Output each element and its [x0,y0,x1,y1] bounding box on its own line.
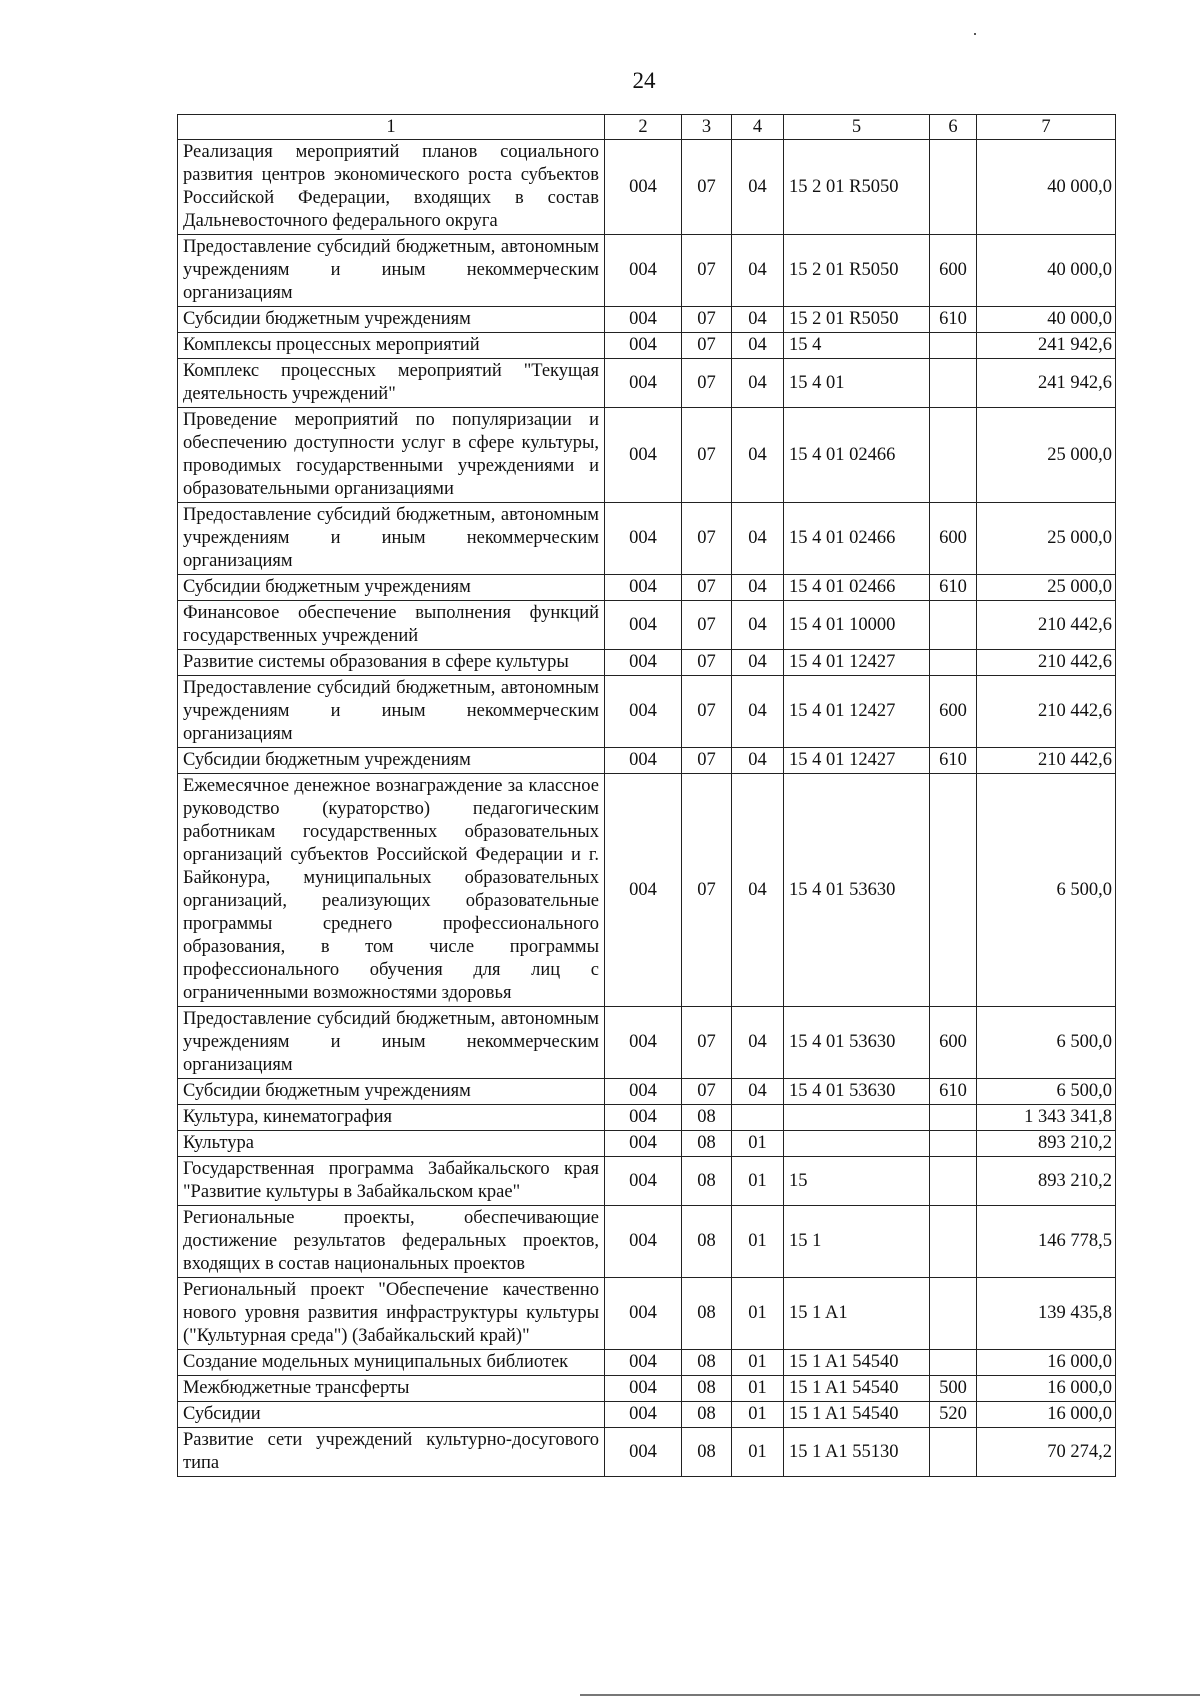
column-header: 7 [977,115,1116,140]
row-description: Финансовое обеспечение выполнения функций государственных учреждений [178,601,605,650]
table-row [178,235,1116,307]
row-target-item: 15 4 01 [784,359,930,408]
row-amount: 16 000,0 [977,1402,1116,1428]
row-expense-type [930,333,977,359]
row-subsection: 04 [732,1007,784,1079]
row-description: Культура, кинематография [178,1105,605,1131]
column-header: 6 [930,115,977,140]
row-subsection: 01 [732,1131,784,1157]
row-target-item: 15 1 A1 54540 [784,1402,930,1428]
table-row [178,1350,1116,1376]
row-ministry-code: 004 [605,307,682,333]
row-target-item: 15 1 A1 54540 [784,1376,930,1402]
scan-speck [974,33,976,35]
row-expense-type: 600 [930,503,977,575]
table-row [178,1131,1116,1157]
row-section: 07 [682,650,732,676]
table-row [178,1376,1116,1402]
row-ministry-code: 004 [605,774,682,1007]
row-target-item: 15 2 01 R5050 [784,140,930,235]
row-ministry-code: 004 [605,575,682,601]
row-target-item: 15 4 01 02466 [784,575,930,601]
row-expense-type [930,1131,977,1157]
table-row [178,676,1116,748]
row-target-item: 15 1 [784,1206,930,1278]
row-amount: 40 000,0 [977,307,1116,333]
row-ministry-code: 004 [605,359,682,408]
row-target-item: 15 4 01 02466 [784,408,930,503]
row-ministry-code: 004 [605,1428,682,1477]
budget-table [177,114,1116,1477]
table-row [178,503,1116,575]
row-ministry-code: 004 [605,676,682,748]
row-ministry-code: 004 [605,601,682,650]
row-section: 08 [682,1278,732,1350]
row-subsection: 04 [732,359,784,408]
row-section: 08 [682,1206,732,1278]
table-row [178,1278,1116,1350]
row-subsection: 04 [732,676,784,748]
row-target-item: 15 2 01 R5050 [784,307,930,333]
table-row [178,1402,1116,1428]
row-section: 07 [682,1007,732,1079]
row-ministry-code: 004 [605,1157,682,1206]
page-number: 24 [632,68,656,93]
row-amount: 210 442,6 [977,748,1116,774]
row-description: Развитие сети учреждений культурно-досугового типа [178,1428,605,1477]
row-subsection: 01 [732,1157,784,1206]
table-row [178,140,1116,235]
row-subsection: 04 [732,1079,784,1105]
table-row [178,748,1116,774]
row-expense-type [930,1157,977,1206]
row-section: 07 [682,676,732,748]
row-description: Развитие системы образования в сфере культуры [178,650,605,676]
row-target-item: 15 4 01 10000 [784,601,930,650]
row-section: 07 [682,235,732,307]
row-section: 07 [682,307,732,333]
table-header-row [178,115,1116,140]
row-description: Субсидии [178,1402,605,1428]
row-subsection [732,1105,784,1131]
row-expense-type [930,1206,977,1278]
row-subsection: 01 [732,1428,784,1477]
row-expense-type [930,408,977,503]
row-section: 08 [682,1350,732,1376]
row-ministry-code: 004 [605,408,682,503]
row-expense-type: 520 [930,1402,977,1428]
row-amount: 1 343 341,8 [977,1105,1116,1131]
row-target-item: 15 4 [784,333,930,359]
row-amount: 40 000,0 [977,235,1116,307]
row-ministry-code: 004 [605,1079,682,1105]
row-subsection: 01 [732,1376,784,1402]
row-section: 07 [682,408,732,503]
row-section: 08 [682,1402,732,1428]
row-amount: 25 000,0 [977,575,1116,601]
row-description: Предоставление субсидий бюджетным, автономным учреждениям и иным некоммерческим организациям [178,503,605,575]
row-amount: 210 442,6 [977,601,1116,650]
row-section: 07 [682,601,732,650]
row-ministry-code: 004 [605,1402,682,1428]
table-row [178,1105,1116,1131]
column-header: 2 [605,115,682,140]
row-expense-type [930,1105,977,1131]
row-subsection: 04 [732,235,784,307]
row-subsection: 04 [732,575,784,601]
row-section: 08 [682,1376,732,1402]
row-ministry-code: 004 [605,235,682,307]
row-subsection: 04 [732,307,784,333]
table-row [178,1428,1116,1477]
column-header: 3 [682,115,732,140]
row-ministry-code: 004 [605,1131,682,1157]
row-description: Комплексы процессных мероприятий [178,333,605,359]
row-amount: 25 000,0 [977,408,1116,503]
row-subsection: 04 [732,503,784,575]
table-row [178,1157,1116,1206]
row-expense-type [930,140,977,235]
row-expense-type: 600 [930,676,977,748]
row-amount: 70 274,2 [977,1428,1116,1477]
row-description: Государственная программа Забайкальского края "Развитие культуры в Забайкальском крае" [178,1157,605,1206]
row-description: Проведение мероприятий по популяризации и обеспечению доступности услуг в сфере культуры, проводимых государственными учреждениями и образовательными организациями [178,408,605,503]
table-row [178,1206,1116,1278]
table-row [178,1079,1116,1105]
table-row [178,601,1116,650]
column-header: 1 [178,115,605,140]
row-target-item: 15 4 01 53630 [784,1079,930,1105]
row-description: Региональный проект "Обеспечение качественно нового уровня развития инфраструктуры культуры ("Культурная среда") (Забайкальский край)" [178,1278,605,1350]
row-amount: 6 500,0 [977,774,1116,1007]
row-description: Субсидии бюджетным учреждениям [178,1079,605,1105]
row-expense-type [930,1350,977,1376]
row-target-item [784,1131,930,1157]
row-ministry-code: 004 [605,1007,682,1079]
row-section: 07 [682,1079,732,1105]
row-section: 08 [682,1105,732,1131]
row-description: Культура [178,1131,605,1157]
row-expense-type: 610 [930,575,977,601]
row-description: Предоставление субсидий бюджетным, автономным учреждениям и иным некоммерческим организациям [178,235,605,307]
row-description: Субсидии бюджетным учреждениям [178,307,605,333]
row-ministry-code: 004 [605,503,682,575]
row-section: 07 [682,575,732,601]
scan-bottom-rule [580,1694,1200,1696]
row-subsection: 04 [732,408,784,503]
row-target-item: 15 [784,1157,930,1206]
row-target-item: 15 1 A1 55130 [784,1428,930,1477]
row-target-item: 15 4 01 02466 [784,503,930,575]
row-subsection: 04 [732,748,784,774]
table-row [178,774,1116,1007]
column-header: 4 [732,115,784,140]
row-expense-type [930,1428,977,1477]
row-expense-type: 610 [930,1079,977,1105]
row-subsection: 01 [732,1278,784,1350]
row-target-item: 15 4 01 12427 [784,676,930,748]
row-expense-type [930,1278,977,1350]
row-ministry-code: 004 [605,1105,682,1131]
row-amount: 16 000,0 [977,1376,1116,1402]
row-expense-type: 610 [930,307,977,333]
row-description: Межбюджетные трансферты [178,1376,605,1402]
row-subsection: 04 [732,140,784,235]
table-row [178,359,1116,408]
row-amount: 139 435,8 [977,1278,1116,1350]
row-ministry-code: 004 [605,1350,682,1376]
row-expense-type [930,774,977,1007]
row-amount: 210 442,6 [977,676,1116,748]
row-ministry-code: 004 [605,1376,682,1402]
budget-table-container [177,114,1115,1477]
row-subsection: 01 [732,1206,784,1278]
row-target-item: 15 1 A1 [784,1278,930,1350]
row-ministry-code: 004 [605,333,682,359]
row-description: Комплекс процессных мероприятий "Текущая деятельность учреждений" [178,359,605,408]
row-description: Ежемесячное денежное вознаграждение за классное руководство (кураторство) педагогическим работникам государственных образовательных организаций субъектов Российской Федерации и г. Байконура, муниципальных образовательных организаций, реализующих образовательные программы среднего профессионального образования, в том числе программы профессионального обучения для лиц с ограниченными возможностями здоровья [178,774,605,1007]
row-target-item: 15 1 A1 54540 [784,1350,930,1376]
table-body [178,115,1116,1477]
row-section: 07 [682,774,732,1007]
table-row [178,650,1116,676]
row-description: Создание модельных муниципальных библиотек [178,1350,605,1376]
row-section: 08 [682,1131,732,1157]
row-amount: 241 942,6 [977,333,1116,359]
row-amount: 146 778,5 [977,1206,1116,1278]
row-expense-type: 500 [930,1376,977,1402]
row-expense-type: 600 [930,235,977,307]
row-section: 07 [682,333,732,359]
row-section: 07 [682,503,732,575]
row-section: 07 [682,748,732,774]
row-amount: 241 942,6 [977,359,1116,408]
row-ministry-code: 004 [605,1206,682,1278]
row-subsection: 01 [732,1350,784,1376]
row-amount: 210 442,6 [977,650,1116,676]
row-amount: 6 500,0 [977,1079,1116,1105]
row-subsection: 04 [732,333,784,359]
row-ministry-code: 004 [605,1278,682,1350]
column-header: 5 [784,115,930,140]
row-target-item [784,1105,930,1131]
row-amount: 893 210,2 [977,1131,1116,1157]
row-amount: 6 500,0 [977,1007,1116,1079]
row-description: Региональные проекты, обеспечивающие достижение результатов федеральных проектов, входящих в состав национальных проектов [178,1206,605,1278]
row-expense-type [930,650,977,676]
row-ministry-code: 004 [605,650,682,676]
row-section: 07 [682,359,732,408]
row-expense-type: 610 [930,748,977,774]
row-subsection: 04 [732,774,784,1007]
row-target-item: 15 2 01 R5050 [784,235,930,307]
row-section: 08 [682,1157,732,1206]
row-target-item: 15 4 01 53630 [784,1007,930,1079]
row-section: 08 [682,1428,732,1477]
row-target-item: 15 4 01 53630 [784,774,930,1007]
row-amount: 40 000,0 [977,140,1116,235]
table-row [178,307,1116,333]
row-target-item: 15 4 01 12427 [784,650,930,676]
table-row [178,1007,1116,1079]
table-row [178,575,1116,601]
row-ministry-code: 004 [605,140,682,235]
row-ministry-code: 004 [605,748,682,774]
row-subsection: 04 [732,650,784,676]
row-amount: 893 210,2 [977,1157,1116,1206]
row-subsection: 04 [732,601,784,650]
row-expense-type [930,359,977,408]
row-description: Реализация мероприятий планов социального развития центров экономического роста субъектов Российской Федерации, входящих в состав Дальневосточного федерального округа [178,140,605,235]
row-section: 07 [682,140,732,235]
row-description: Субсидии бюджетным учреждениям [178,575,605,601]
row-description: Субсидии бюджетным учреждениям [178,748,605,774]
row-subsection: 01 [732,1402,784,1428]
row-description: Предоставление субсидий бюджетным, автономным учреждениям и иным некоммерческим организациям [178,676,605,748]
row-expense-type: 600 [930,1007,977,1079]
row-expense-type [930,601,977,650]
row-target-item: 15 4 01 12427 [784,748,930,774]
table-row [178,408,1116,503]
row-amount: 25 000,0 [977,503,1116,575]
row-description: Предоставление субсидий бюджетным, автономным учреждениям и иным некоммерческим организациям [178,1007,605,1079]
table-row [178,333,1116,359]
row-amount: 16 000,0 [977,1350,1116,1376]
